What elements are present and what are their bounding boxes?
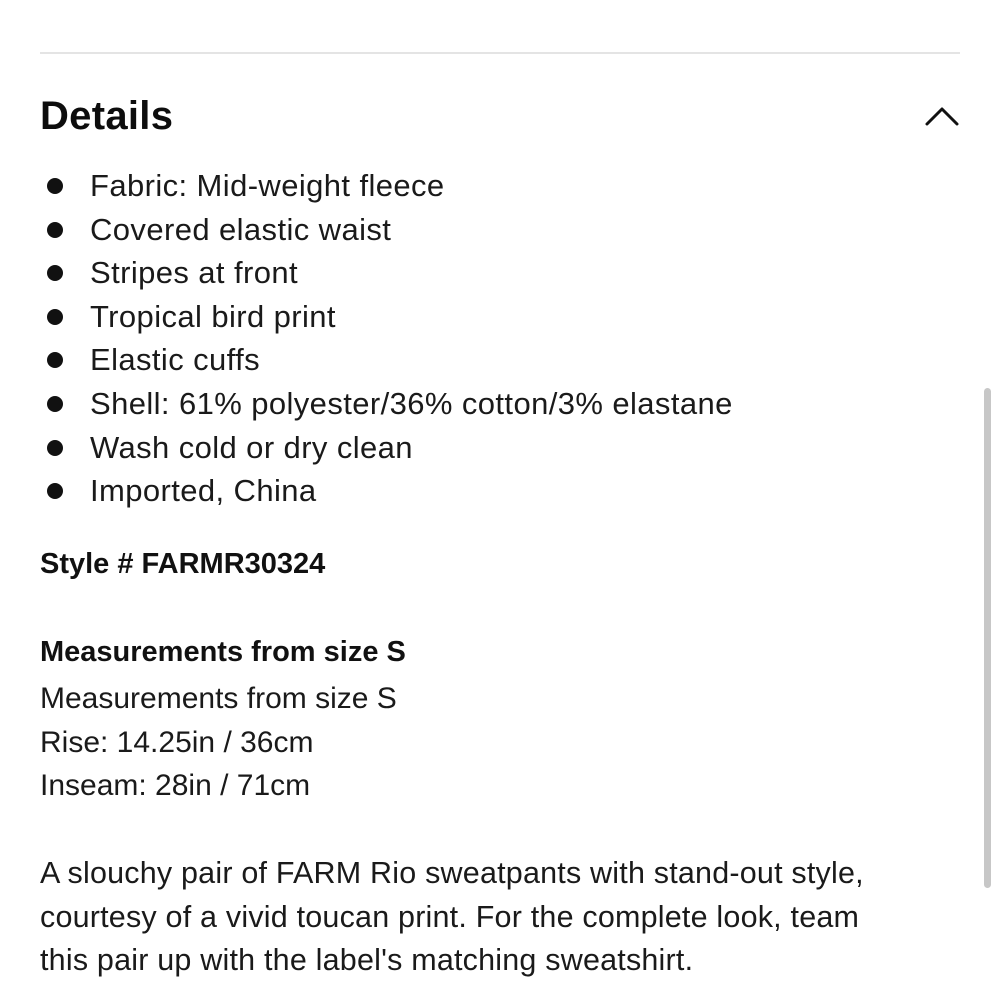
chevron-up-icon	[924, 105, 960, 127]
style-number: Style # FARMR30324	[40, 548, 326, 580]
detail-text: Shell: 61% polyester/36% cotton/3% elastane	[90, 385, 733, 421]
list-item	[40, 251, 733, 295]
description-line: this pair up with the label's matching sweatshirt.	[40, 943, 694, 977]
measurement-line: Rise: 14.25in / 36cm	[40, 725, 314, 759]
bullet-icon	[47, 309, 63, 325]
list-item	[40, 382, 733, 426]
bullet-icon	[47, 265, 63, 281]
list-item	[40, 338, 733, 382]
list-item	[40, 426, 733, 470]
bullet-icon	[47, 178, 63, 194]
details-accordion-header[interactable]	[40, 88, 962, 144]
description-line: courtesy of a vivid toucan print. For the complete look, team	[40, 899, 860, 934]
collapse-toggle-button[interactable]	[922, 96, 962, 136]
detail-text: Elastic cuffs	[90, 342, 261, 378]
bullet-icon	[47, 396, 63, 412]
measurements-list	[40, 677, 397, 808]
list-item	[40, 295, 733, 339]
details-title: Details	[40, 93, 174, 138]
detail-text: Stripes at front	[90, 255, 298, 291]
list-item	[40, 469, 733, 513]
details-list	[40, 164, 733, 513]
detail-text: Imported, China	[90, 473, 317, 509]
measurement-line: Measurements from size S	[40, 682, 397, 715]
list-item	[40, 208, 733, 252]
measurement-line: Inseam: 28in / 71cm	[40, 769, 311, 802]
bullet-icon	[47, 483, 63, 499]
detail-text: Tropical bird print	[90, 298, 336, 334]
detail-text: Wash cold or dry clean	[90, 429, 413, 465]
bullet-icon	[47, 352, 63, 368]
bullet-icon	[47, 440, 63, 456]
description-line: A slouchy pair of FARM Rio sweatpants with stand-out style,	[40, 856, 864, 890]
detail-text: Covered elastic waist	[90, 211, 392, 247]
detail-text: Fabric: Mid-weight fleece	[90, 168, 445, 203]
measurements-title: Measurements from size S	[40, 636, 406, 668]
scrollbar-thumb[interactable]	[984, 388, 991, 888]
top-divider	[40, 52, 960, 54]
list-item	[40, 164, 733, 208]
product-description	[40, 852, 970, 983]
bullet-icon	[47, 222, 63, 238]
